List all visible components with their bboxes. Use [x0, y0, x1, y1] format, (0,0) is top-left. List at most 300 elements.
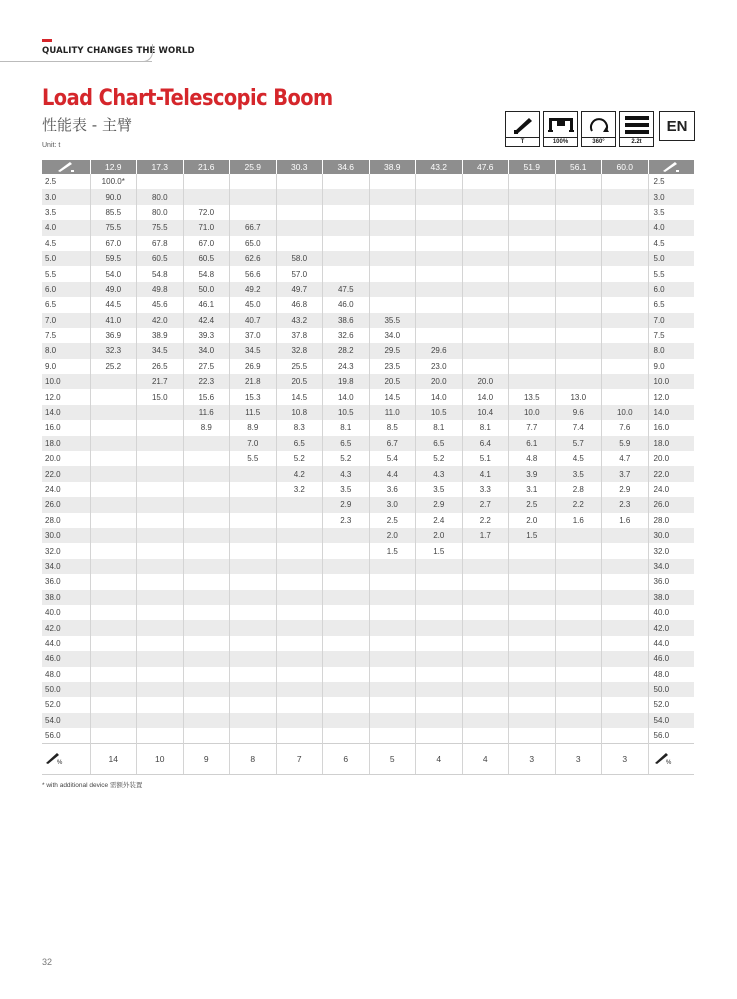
- load-value: [137, 713, 184, 728]
- load-value: [137, 451, 184, 466]
- working-radius-right: 14.0: [648, 405, 694, 420]
- table-row: [42, 528, 694, 543]
- working-radius-right: 40.0: [653, 608, 670, 618]
- load-value: [230, 205, 277, 220]
- load-value: [323, 713, 370, 728]
- load-value: [137, 497, 184, 512]
- working-radius-right: 5.0: [648, 251, 694, 266]
- load-value: [369, 251, 416, 266]
- load-value: [602, 220, 649, 235]
- rope-reeving-value: 14: [90, 743, 137, 774]
- header-corner-right: [648, 160, 694, 174]
- footer-corner-right: [648, 743, 694, 774]
- table-row: [42, 559, 694, 574]
- load-value: [602, 389, 649, 404]
- load-value: [462, 328, 509, 343]
- working-radius: 46.0: [42, 651, 90, 666]
- working-radius-right: 36.0: [653, 577, 670, 587]
- load-value: [323, 205, 370, 220]
- table-row: [42, 436, 694, 451]
- working-radius: 10.0: [42, 374, 90, 389]
- load-value: [230, 513, 277, 528]
- table-row: [42, 466, 694, 481]
- load-value: [602, 343, 649, 358]
- load-value: [602, 590, 649, 605]
- working-radius-right: 7.0: [648, 313, 694, 328]
- brand-rule: [0, 61, 152, 62]
- load-value: [602, 328, 649, 343]
- config-counterweight: [619, 111, 654, 147]
- load-value: [462, 574, 509, 589]
- working-radius: 6.5: [42, 297, 90, 312]
- table-row: [42, 236, 694, 251]
- load-value: [369, 174, 416, 189]
- load-value: [509, 205, 556, 220]
- load-value: [369, 282, 416, 297]
- load-value: [369, 590, 416, 605]
- svg-text:%: %: [57, 759, 63, 765]
- load-value: [90, 528, 137, 543]
- load-value: 2.9: [602, 482, 649, 497]
- load-value: 10.8: [276, 405, 323, 420]
- table-row: [42, 343, 694, 358]
- load-value: 8.1: [416, 420, 463, 435]
- config-outrigger: [543, 111, 578, 147]
- load-value: 40.7: [230, 313, 277, 328]
- load-value: [230, 574, 277, 589]
- load-value: [555, 266, 602, 281]
- load-value: [509, 313, 556, 328]
- header-corner: [42, 160, 90, 174]
- load-value: 65.0: [230, 236, 277, 251]
- load-value: [369, 636, 416, 651]
- load-value: [137, 651, 184, 666]
- load-value: 2.9: [323, 497, 370, 512]
- load-value: [555, 282, 602, 297]
- load-value: 23.5: [369, 359, 416, 374]
- load-value: 39.3: [183, 328, 230, 343]
- load-value: 80.0: [137, 205, 184, 220]
- boom-length-header: 25.9: [230, 160, 277, 174]
- load-value: [509, 605, 556, 620]
- table-row: [42, 328, 694, 343]
- load-value: 90.0: [90, 189, 137, 204]
- working-radius: 7.5: [42, 328, 90, 343]
- load-value: [602, 728, 649, 743]
- boom-length-header: 47.6: [462, 160, 509, 174]
- rotation-icon: [588, 115, 610, 135]
- load-value: [602, 297, 649, 312]
- load-value: 45.0: [230, 297, 277, 312]
- load-value: [276, 620, 323, 635]
- boom-length-header: 43.2: [416, 160, 463, 174]
- load-value: [137, 728, 184, 743]
- load-value: 14.5: [276, 389, 323, 404]
- boom-length-header: 17.3: [137, 160, 184, 174]
- working-radius: 5.5: [42, 266, 90, 281]
- load-value: [462, 266, 509, 281]
- load-value: [602, 359, 649, 374]
- load-value: [183, 651, 230, 666]
- load-value: [90, 590, 137, 605]
- load-value: [323, 574, 370, 589]
- load-value: [276, 236, 323, 251]
- load-value: 49.2: [230, 282, 277, 297]
- load-value: 10.5: [323, 405, 370, 420]
- load-value: [509, 728, 556, 743]
- load-value: [602, 282, 649, 297]
- load-value: [509, 282, 556, 297]
- config-label: 100%: [544, 137, 577, 146]
- load-value: [462, 682, 509, 697]
- load-value: [369, 667, 416, 682]
- boom-length-header: 34.6: [323, 160, 370, 174]
- load-value: 25.5: [276, 359, 323, 374]
- load-value: [369, 236, 416, 251]
- load-value: [230, 620, 277, 635]
- load-value: [323, 651, 370, 666]
- working-radius-right: 28.0: [653, 515, 670, 525]
- load-value: 11.6: [183, 405, 230, 420]
- working-radius: 4.0: [42, 220, 90, 235]
- load-value: [602, 528, 649, 543]
- load-value: [137, 682, 184, 697]
- load-value: [323, 189, 370, 204]
- working-radius-right: 24.0: [653, 485, 670, 494]
- working-radius: 20.0: [42, 451, 90, 466]
- load-value: [416, 251, 463, 266]
- load-value: 13.0: [555, 389, 602, 404]
- rope-reeving-value: 4: [416, 743, 463, 774]
- load-value: [230, 528, 277, 543]
- load-value: [137, 605, 184, 620]
- load-value: 10.0: [509, 405, 556, 420]
- load-value: 5.2: [416, 451, 463, 466]
- load-value: 5.2: [323, 451, 370, 466]
- load-value: [462, 282, 509, 297]
- load-value: [416, 620, 463, 635]
- load-value: 14.0: [416, 389, 463, 404]
- working-radius-right: 7.5: [653, 331, 665, 341]
- load-value: [509, 266, 556, 281]
- load-value: [416, 205, 463, 220]
- load-value: [555, 682, 602, 697]
- table-row: [42, 497, 694, 512]
- brand-rule-curve: [141, 44, 153, 62]
- load-value: [416, 220, 463, 235]
- load-value: 60.5: [183, 251, 230, 266]
- load-value: 34.0: [183, 343, 230, 358]
- working-radius-right: 6.5: [653, 300, 665, 310]
- load-value: 47.5: [323, 282, 370, 297]
- hook-reeving-icon: [654, 751, 672, 765]
- load-value: [183, 513, 230, 528]
- table-row: [42, 590, 694, 605]
- load-value: [323, 682, 370, 697]
- load-value: [230, 482, 277, 497]
- load-value: [509, 713, 556, 728]
- load-value: [555, 667, 602, 682]
- table-row: [42, 697, 694, 712]
- load-value: [462, 174, 509, 189]
- load-value: [416, 174, 463, 189]
- load-value: [602, 189, 649, 204]
- load-value: [90, 713, 137, 728]
- load-value: 3.2: [276, 482, 323, 497]
- load-value: 37.8: [276, 328, 323, 343]
- load-value: 5.2: [276, 451, 323, 466]
- load-value: 27.5: [183, 359, 230, 374]
- working-radius-right: 12.0: [653, 392, 670, 402]
- load-value: 14.5: [369, 389, 416, 404]
- working-radius: 5.0: [42, 251, 90, 266]
- working-radius: 56.0: [42, 728, 90, 743]
- load-value: 8.1: [462, 420, 509, 435]
- load-value: [602, 682, 649, 697]
- load-value: [416, 651, 463, 666]
- load-value: 7.4: [555, 420, 602, 435]
- load-value: 8.9: [183, 420, 230, 435]
- load-value: 58.0: [276, 251, 323, 266]
- load-value: [555, 697, 602, 712]
- load-value: [137, 667, 184, 682]
- load-value: 4.3: [323, 466, 370, 481]
- load-value: 57.0: [276, 266, 323, 281]
- load-value: [509, 297, 556, 312]
- load-value: 4.1: [462, 466, 509, 481]
- outrigger-icon: [548, 116, 574, 134]
- table-row: [42, 282, 694, 297]
- load-value: 71.0: [183, 220, 230, 235]
- load-value: [602, 559, 649, 574]
- load-value: 67.0: [90, 236, 137, 251]
- load-value: 2.9: [416, 497, 463, 512]
- load-value: [462, 205, 509, 220]
- load-value: [230, 728, 277, 743]
- load-value: [230, 636, 277, 651]
- load-value: [90, 697, 137, 712]
- load-value: [462, 559, 509, 574]
- load-value: 44.5: [90, 297, 137, 312]
- working-radius-right: 22.0: [648, 466, 694, 481]
- load-value: [230, 651, 277, 666]
- working-radius: 40.0: [42, 605, 90, 620]
- load-value: [276, 497, 323, 512]
- load-value: [555, 189, 602, 204]
- rope-reeving-value: 9: [183, 743, 230, 774]
- load-value: 13.5: [509, 389, 556, 404]
- load-value: [416, 590, 463, 605]
- load-value: [90, 682, 137, 697]
- load-value: [602, 636, 649, 651]
- load-value: 14.0: [462, 389, 509, 404]
- load-value: [555, 728, 602, 743]
- load-value: 43.2: [276, 313, 323, 328]
- working-radius-right: 16.0: [653, 423, 670, 433]
- load-value: [276, 713, 323, 728]
- load-value: 1.5: [369, 543, 416, 558]
- load-value: 56.6: [230, 266, 277, 281]
- load-value: [602, 697, 649, 712]
- load-value: [462, 236, 509, 251]
- boom-length-icon: [662, 161, 680, 173]
- load-value: 59.5: [90, 251, 137, 266]
- load-value: 2.0: [509, 513, 556, 528]
- load-value: [462, 651, 509, 666]
- load-value: 2.3: [602, 497, 649, 512]
- table-row: [42, 420, 694, 435]
- working-radius: 22.0: [42, 466, 90, 481]
- load-value: 42.4: [183, 313, 230, 328]
- load-value: 75.5: [90, 220, 137, 235]
- load-value: 100.0*: [90, 174, 137, 189]
- load-value: [183, 189, 230, 204]
- working-radius: 54.0: [42, 713, 90, 728]
- load-value: [323, 636, 370, 651]
- load-value: 26.9: [230, 359, 277, 374]
- load-value: 54.8: [137, 266, 184, 281]
- load-value: 3.5: [323, 482, 370, 497]
- load-value: 6.1: [509, 436, 556, 451]
- load-value: [416, 636, 463, 651]
- load-value: 41.0: [90, 313, 137, 328]
- load-value: [183, 497, 230, 512]
- rope-reeving-value: 10: [137, 743, 184, 774]
- load-value: [323, 220, 370, 235]
- load-value: [462, 251, 509, 266]
- load-value: [416, 297, 463, 312]
- load-value: [137, 482, 184, 497]
- page-title: Load Chart-Telescopic Boom: [42, 86, 333, 111]
- load-value: [369, 205, 416, 220]
- rope-reeving-value: 5: [369, 743, 416, 774]
- load-value: 15.3: [230, 389, 277, 404]
- load-value: [137, 174, 184, 189]
- load-value: [90, 497, 137, 512]
- load-value: 25.2: [90, 359, 137, 374]
- load-value: [90, 620, 137, 635]
- load-value: [462, 713, 509, 728]
- load-value: [230, 543, 277, 558]
- load-value: [416, 697, 463, 712]
- load-value: [602, 651, 649, 666]
- working-radius-right: 50.0: [648, 682, 694, 697]
- load-value: [183, 667, 230, 682]
- working-radius: 24.0: [42, 482, 90, 497]
- table-row: [42, 682, 694, 697]
- load-value: [555, 528, 602, 543]
- load-value: 1.5: [509, 528, 556, 543]
- load-value: [276, 636, 323, 651]
- load-value: 3.1: [509, 482, 556, 497]
- load-value: [555, 343, 602, 358]
- load-value: [323, 620, 370, 635]
- working-radius-right: 3.5: [653, 207, 665, 217]
- load-value: [555, 297, 602, 312]
- load-value: 26.5: [137, 359, 184, 374]
- working-radius-right: 4.5: [653, 238, 665, 248]
- load-value: [602, 713, 649, 728]
- load-value: [509, 374, 556, 389]
- load-value: 20.5: [276, 374, 323, 389]
- load-value: 2.7: [462, 497, 509, 512]
- load-value: [555, 605, 602, 620]
- load-value: 2.2: [555, 497, 602, 512]
- working-radius: 50.0: [42, 682, 90, 697]
- load-value: [555, 374, 602, 389]
- working-radius-right: 4.0: [648, 220, 694, 235]
- load-value: [462, 220, 509, 235]
- load-value: [416, 189, 463, 204]
- load-value: 6.5: [276, 436, 323, 451]
- load-value: [462, 189, 509, 204]
- load-value: [276, 590, 323, 605]
- load-value: 34.0: [369, 328, 416, 343]
- table-row: [42, 574, 694, 589]
- load-value: [369, 682, 416, 697]
- load-value: [416, 313, 463, 328]
- load-value: [137, 574, 184, 589]
- load-value: [509, 682, 556, 697]
- load-value: [416, 713, 463, 728]
- table-row: [42, 389, 694, 404]
- load-value: [416, 236, 463, 251]
- load-value: [183, 590, 230, 605]
- load-value: 5.5: [230, 451, 277, 466]
- load-value: [183, 559, 230, 574]
- working-radius: 42.0: [42, 620, 90, 635]
- load-value: 32.8: [276, 343, 323, 358]
- load-value: [369, 266, 416, 281]
- load-value: [462, 605, 509, 620]
- footer-corner: [42, 743, 90, 774]
- load-value: 54.8: [183, 266, 230, 281]
- load-value: [137, 420, 184, 435]
- load-value: 1.6: [602, 513, 649, 528]
- load-value: [555, 236, 602, 251]
- boom-length-header: 51.9: [509, 160, 556, 174]
- load-value: 29.5: [369, 343, 416, 358]
- load-value: [323, 667, 370, 682]
- load-value: [462, 297, 509, 312]
- load-value: 4.3: [416, 466, 463, 481]
- load-value: 1.6: [555, 513, 602, 528]
- load-value: [137, 466, 184, 481]
- config-label: 360°: [582, 137, 615, 146]
- load-value: 67.8: [137, 236, 184, 251]
- load-value: 5.1: [462, 451, 509, 466]
- load-value: 60.5: [137, 251, 184, 266]
- load-value: 34.5: [137, 343, 184, 358]
- load-value: [323, 251, 370, 266]
- load-value: [276, 574, 323, 589]
- load-value: [509, 651, 556, 666]
- load-value: [90, 436, 137, 451]
- load-value: [602, 374, 649, 389]
- load-value: [555, 559, 602, 574]
- working-radius: 34.0: [42, 559, 90, 574]
- load-value: [369, 620, 416, 635]
- load-value: [276, 605, 323, 620]
- working-radius: 18.0: [42, 436, 90, 451]
- load-value: [323, 590, 370, 605]
- load-value: [230, 590, 277, 605]
- load-value: [323, 697, 370, 712]
- load-value: 5.7: [555, 436, 602, 451]
- rope-reeving-value: 3: [602, 743, 649, 774]
- load-value: [183, 605, 230, 620]
- load-value: [602, 574, 649, 589]
